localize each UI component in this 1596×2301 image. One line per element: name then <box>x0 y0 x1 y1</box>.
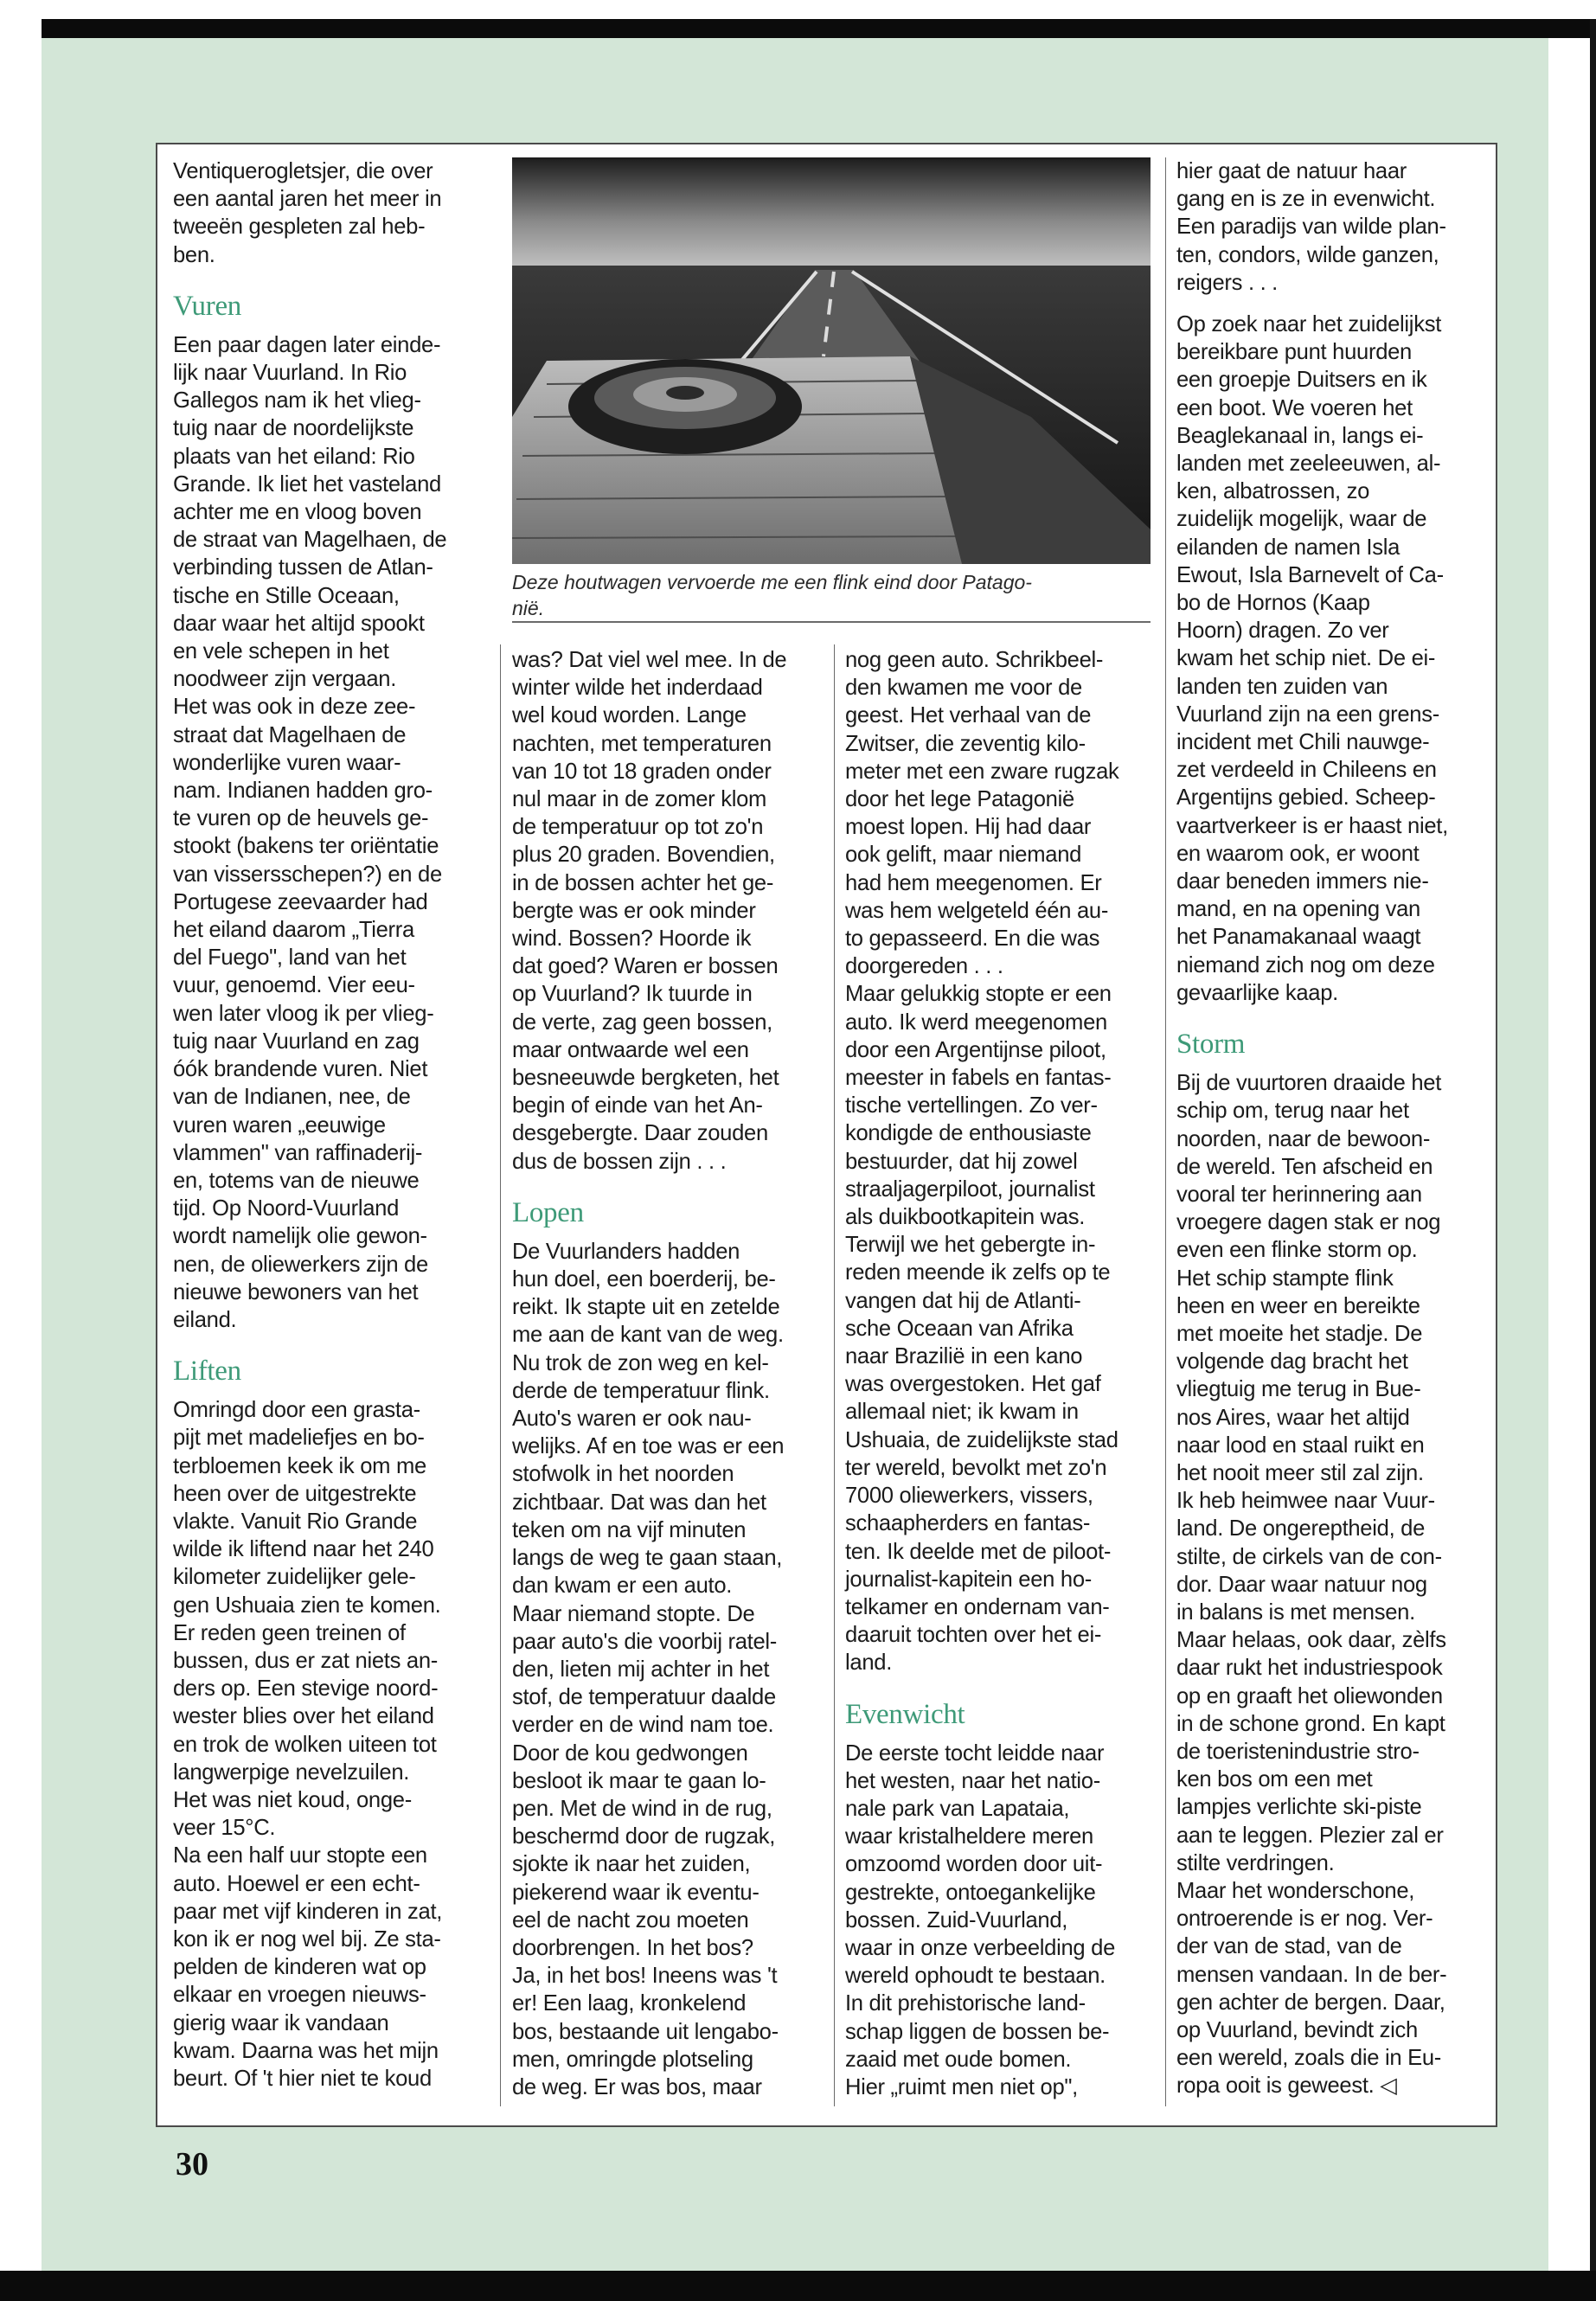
text-line: der van de stad, van de <box>1176 1934 1402 1959</box>
text-line: derde de temperatuur flink. <box>512 1378 770 1403</box>
text-line: schaapherders en fantas- <box>845 1511 1091 1536</box>
text-line: op Vuurland? Ik tuurde in <box>512 982 753 1007</box>
text-line: Omringd door een grasta- <box>173 1398 420 1423</box>
text-line: verbinding tussen de Atlan- <box>173 555 433 580</box>
text-line: ken bos om een met <box>1176 1767 1373 1792</box>
text-line: Op zoek naar het zuidelijkst <box>1176 312 1441 337</box>
text-line: maar ontwaarde wel een <box>512 1037 749 1062</box>
text-line: het nooit meer stil zal zijn. <box>1176 1460 1424 1485</box>
text-line: nië. <box>512 597 545 619</box>
text-line: Maar helaas, ook daar, zèlfs <box>1176 1628 1446 1653</box>
text-line: waar in onze verbeelding de <box>845 1935 1116 1960</box>
text-line: 7000 oliewerkers, vissers, <box>845 1484 1093 1509</box>
text-line: elkaar en vroegen nieuws- <box>173 1983 426 2008</box>
text-line: vuren waren „eeuwige <box>173 1112 386 1138</box>
text-line: eiland. <box>173 1307 237 1332</box>
text-line: gang en is ze in evenwicht. <box>1176 187 1436 212</box>
text-line: Beaglekanaal in, langs ei- <box>1176 423 1424 448</box>
text-line: nam. Indianen hadden gro- <box>173 779 433 804</box>
text-line: wonderlijke vuren waar- <box>173 750 401 775</box>
text-line: land. De ongereptheid, de <box>1176 1516 1426 1541</box>
column-1-intro <box>173 157 488 269</box>
text-line: eel de nacht zou moeten <box>512 1907 749 1932</box>
text-line: doorbrengen. In het bos? <box>512 1935 753 1960</box>
photo-sky <box>512 157 1151 274</box>
text-line: ders op. Een stevige noord- <box>173 1676 439 1702</box>
text-line: vroegere dagen stak er nog <box>1176 1210 1441 1235</box>
text-line: me aan de kant van de weg. <box>512 1323 784 1348</box>
text-line: Gallegos nam ik het vlieg- <box>173 388 421 413</box>
text-line: lijk naar Vuurland. In Rio <box>173 361 407 386</box>
text-line: nos Aires, waar het altijd <box>1176 1405 1410 1430</box>
text-line: tuig naar de noordelijkste <box>173 416 414 441</box>
text-line: was overgestoken. Het gaf <box>845 1372 1101 1397</box>
text-line: bestuurder, dat hij zowel <box>845 1149 1078 1174</box>
text-line: teken om na vijf minuten <box>512 1517 747 1542</box>
text-line: nen, de oliewerkers zijn de <box>173 1252 428 1277</box>
text-line: hun doel, een boerderij, be- <box>512 1267 776 1292</box>
text-line: in de bossen achter het ge- <box>512 870 774 895</box>
text-line: terbloemen keek ik om me <box>173 1453 426 1478</box>
text-line: hier gaat de natuur haar <box>1176 159 1407 183</box>
text-line: bussen, dus er zat niets an- <box>173 1648 439 1673</box>
text-line: Grande. Ik liet het vasteland <box>173 471 441 497</box>
bottom-scan-border <box>0 2271 1596 2301</box>
text-line: Terwijl we het gebergte in- <box>845 1233 1096 1258</box>
right-scan-border <box>1590 19 1596 2271</box>
text-line: Een paar dagen later einde- <box>173 332 441 357</box>
text-line: tische vertellingen. Zo ver- <box>845 1093 1098 1118</box>
text-line: ken, albatrossen, zo <box>1176 479 1370 504</box>
text-line: Zwitser, die zeventig kilo- <box>845 731 1086 756</box>
text-line: tijd. Op Noord-Vuurland <box>173 1196 400 1221</box>
text-line: in de schone grond. En kapt <box>1176 1711 1445 1736</box>
text-line: vangen dat hij de Atlanti- <box>845 1288 1081 1313</box>
text-line: had hem meegenomen. Er <box>845 870 1102 895</box>
text-line: nachten, met temperaturen <box>512 731 772 756</box>
text-line: men, omringde plotseling <box>512 2047 753 2072</box>
text-line: wester blies over het eiland <box>173 1704 434 1729</box>
text-line: Ik heb heimwee naar Vuur- <box>1176 1489 1435 1514</box>
text-line: sche Oceaan van Afrika <box>845 1316 1074 1341</box>
text-line: De eerste tocht leidde naar <box>845 1740 1105 1766</box>
text-line: journalist-kapitein een ho- <box>845 1567 1092 1592</box>
text-line: dor. Daar waar natuur nog <box>1176 1572 1427 1597</box>
text-line: begin of einde van het An- <box>512 1093 763 1118</box>
text-line: allemaal niet; ik kwam in <box>845 1400 1079 1425</box>
text-line: kondigde de enthousiaste <box>845 1121 1092 1146</box>
text-line: In dit prehistorische land- <box>845 1991 1086 2016</box>
column-4-intro <box>1176 157 1491 297</box>
text-line: niemand zich nog om deze <box>1176 952 1435 977</box>
text-line: met moeite het stadje. De <box>1176 1321 1423 1346</box>
text-line: op en graaft het oliewonden <box>1176 1683 1443 1708</box>
liften-text <box>173 1396 488 2093</box>
text-line: wereld ophoudt te bestaan. <box>845 1964 1106 1989</box>
text-line: besloot ik maar te gaan lo- <box>512 1768 766 1793</box>
text-line: bossen. Zuid-Vuurland, <box>845 1907 1068 1932</box>
column-rule-1 <box>500 644 501 2106</box>
text-line: beurt. Of 't hier niet te koud <box>173 2067 432 2091</box>
text-line: de verte, zag geen bossen, <box>512 1009 772 1035</box>
text-line: land. <box>845 1650 892 1676</box>
heading-lopen: Lopen <box>512 1196 584 1228</box>
text-line: veer 15°C. <box>173 1816 276 1841</box>
column-1 <box>173 157 488 2093</box>
text-line: to gepasseerd. En die was <box>845 926 1100 952</box>
text-line: Hier „ruimt men niet op", <box>845 2074 1078 2099</box>
text-line: verder en de wind nam toe. <box>512 1713 774 1738</box>
text-line: naar lood en staal ruikt en <box>1176 1433 1425 1458</box>
text-line: straaljagerpiloot, journalist <box>845 1176 1095 1202</box>
text-line: en vele schepen in het <box>173 639 389 664</box>
text-line: Argentijns gebied. Scheep- <box>1176 785 1436 811</box>
text-line: te vuren op de heuvels ge- <box>173 806 429 831</box>
text-line: op Vuurland, bevindt zich <box>1176 2018 1418 2042</box>
text-line: het Panamakanaal waagt <box>1176 925 1421 950</box>
text-line: wel koud worden. Lange <box>512 703 747 728</box>
text-line: auto. Hoewel er een echt- <box>173 1871 420 1896</box>
text-line: zichtbaar. Dat was dan het <box>512 1490 766 1515</box>
text-line: auto. Ik werd meegenomen <box>845 1009 1107 1035</box>
text-line: volgende dag bracht het <box>1176 1349 1408 1375</box>
text-line: óók brandende vuren. Niet <box>173 1057 428 1082</box>
text-line: moest lopen. Hij had daar <box>845 815 1092 840</box>
text-line: dus de bossen zijn . . . <box>512 1149 727 1174</box>
text-line: Nu trok de zon weg en kel- <box>512 1350 769 1375</box>
text-line: heen over de uitgestrekte <box>173 1481 417 1506</box>
text-line: Ja, in het bos! Ineens was 't <box>512 1964 778 1989</box>
text-line: achter me en vloog boven <box>173 500 422 525</box>
text-line: dat goed? Waren er bossen <box>512 954 779 979</box>
text-line: de wereld. Ten afscheid en <box>1176 1154 1433 1179</box>
text-line: Na een half uur stopte een <box>173 1843 427 1868</box>
text-line: wind. Bossen? Hoorde ik <box>512 926 752 952</box>
text-line: welijks. Af en toe was er een <box>512 1434 785 1459</box>
text-line: straat dat Magelhaen de <box>173 722 407 747</box>
text-line: van vissersschepen?) en de <box>173 862 442 887</box>
text-line: gierig waar ik vandaan <box>173 2010 389 2035</box>
text-line: nieuwe bewoners van het <box>173 1279 419 1304</box>
heading-storm: Storm <box>1176 1029 1246 1061</box>
text-line: Ewout, Isla Barnevelt of Ca- <box>1176 562 1444 587</box>
text-line: een boot. We voeren het <box>1176 395 1413 420</box>
text-line: aan te leggen. Plezier zal er <box>1176 1823 1444 1848</box>
text-line: Deze houtwagen vervoerde me een flink eind door Patago- <box>512 571 1032 593</box>
text-line: nog geen auto. Schrikbeel- <box>845 648 1104 672</box>
text-line: desgebergte. Daar zouden <box>512 1121 768 1146</box>
text-line: tweeën gespleten zal heb- <box>173 215 426 240</box>
text-line: besneeuwde bergketen, het <box>512 1066 779 1091</box>
text-line: sjokte ik naar het zuiden, <box>512 1852 751 1877</box>
text-line: reikt. Ik stapte uit en zetelde <box>512 1295 780 1320</box>
text-line: en trok de wolken uiteen tot <box>173 1732 437 1757</box>
text-line: bos, bestaande uit lengabo- <box>512 2019 779 2044</box>
text-line: mensen vandaan. In de ber- <box>1176 1962 1447 1987</box>
text-line: langwerpige nevelzuilen. <box>173 1759 410 1785</box>
text-line: waar kristalheldere meren <box>845 1824 1093 1849</box>
column-4 <box>1176 157 1491 2100</box>
text-line: daar waar het altijd spookt <box>173 611 425 636</box>
text-line: De Vuurlanders hadden <box>512 1239 740 1264</box>
text-line: wordt namelijk olie gewon- <box>173 1224 427 1249</box>
column-3-intro <box>845 646 1160 1677</box>
text-line: nale park van Lapataia, <box>845 1796 1070 1821</box>
column-4-paragraph-2 <box>1176 311 1491 1007</box>
top-scan-border <box>42 19 1596 38</box>
text-line: reden meende ik zelfs op te <box>845 1260 1111 1285</box>
text-line: paar met vijf kinderen in zat, <box>173 1899 443 1924</box>
text-line: geest. Het verhaal van de <box>845 703 1092 728</box>
text-line: vuur, genoemd. Vier eeu- <box>173 973 415 998</box>
text-line: de toeristenindustrie stro- <box>1176 1739 1420 1764</box>
page-number: 30 <box>176 2146 208 2182</box>
text-line: del Fuego", land van het <box>173 945 407 971</box>
text-line: den, lieten mij achter in het <box>512 1657 770 1682</box>
text-line: ten. Ik deelde met de piloot- <box>845 1539 1112 1564</box>
text-line: Auto's waren er ook nau- <box>512 1407 752 1432</box>
text-line: zet verdeeld in Chileens en <box>1176 758 1437 783</box>
text-line: stilte verdringen. <box>1176 1850 1335 1875</box>
text-line: vlakte. Vanuit Rio Grande <box>173 1509 418 1534</box>
text-line: landen ten zuiden van <box>1176 674 1388 699</box>
text-line: omzoomd worden door uit- <box>845 1852 1103 1877</box>
text-line: Bij de vuurtoren draaide het <box>1176 1071 1442 1096</box>
text-line: in balans is met mensen. <box>1176 1599 1415 1625</box>
text-line: piekerend waar ik eventu- <box>512 1880 760 1905</box>
text-line: de weg. Er was bos, maar <box>512 2074 762 2099</box>
text-line: pijt met madeliefjes en bo- <box>173 1426 425 1451</box>
text-line: noodweer zijn vergaan. <box>173 667 397 692</box>
text-line: door het lege Patagonië <box>845 787 1074 812</box>
text-line: daaruit tochten over het ei- <box>845 1623 1102 1648</box>
evenwicht-text <box>845 1740 1160 2102</box>
text-line: een aantal jaren het meer in <box>173 187 442 212</box>
text-line: als duikbootkapitein was. <box>845 1205 1086 1230</box>
heading-evenwicht: Evenwicht <box>845 1698 965 1730</box>
text-line: zuidelijk mogelijk, waar de <box>1176 507 1427 532</box>
text-line: Maar gelukkig stopte er een <box>845 982 1112 1007</box>
text-line: ontroerende is er nog. Ver- <box>1176 1907 1433 1932</box>
text-line: er! Een laag, kronkelend <box>512 1991 747 2016</box>
text-line: ten, condors, wilde ganzen, <box>1176 242 1439 267</box>
text-line: reigers . . . <box>1176 270 1278 295</box>
text-line: een wereld, zoals die in Eu- <box>1176 2046 1442 2071</box>
text-line: mand, en na opening van <box>1176 897 1420 922</box>
photo-caption <box>512 569 1152 621</box>
text-line: vooral ter herinnering aan <box>1176 1182 1422 1207</box>
text-line: kwam het schip niet. De ei- <box>1176 646 1436 671</box>
text-line: lampjes verlichte ski-piste <box>1176 1795 1422 1820</box>
text-line: schap liggen de bossen be- <box>845 2019 1110 2044</box>
text-line: beschermd door de rugzak, <box>512 1824 776 1849</box>
text-line: bo de Hornos (Kaap <box>1176 591 1370 616</box>
text-line: Het was niet koud, onge- <box>173 1787 412 1812</box>
text-line: dan kwam er een auto. <box>512 1574 733 1599</box>
text-line: was? Dat viel wel mee. In de <box>512 648 787 672</box>
text-line: telkamer en ondernam van- <box>845 1594 1110 1619</box>
text-line: gen achter de bergen. Daar, <box>1176 1990 1445 2015</box>
text-line: heen en weer en bereikte <box>1176 1293 1420 1318</box>
text-line: gevaarlijke kaap. <box>1176 980 1338 1005</box>
text-line: het westen, naar het natio- <box>845 1768 1100 1793</box>
text-line: schip om, terug naar het <box>1176 1099 1409 1124</box>
text-line: een groepje Duitsers en ik <box>1176 368 1427 393</box>
text-line: Het schip stampte flink <box>1176 1266 1394 1291</box>
text-line: den kwamen me voor de <box>845 676 1082 701</box>
text-line: het eiland daarom „Tierra <box>173 918 414 943</box>
text-line: paar auto's die voorbij ratel- <box>512 1629 778 1654</box>
text-line: stookt (bakens ter oriëntatie <box>173 834 439 859</box>
text-line: vaartverkeer is er haast niet, <box>1176 813 1448 838</box>
text-line: de straat van Magelhaen, de <box>173 528 447 553</box>
text-line: ropa ooit is geweest. ◁ <box>1176 2073 1397 2099</box>
text-line: tuig naar Vuurland en zag <box>173 1029 420 1054</box>
text-line: Een paradijs van wilde plan- <box>1176 215 1446 240</box>
text-line: gestrekte, ontoegankelijke <box>845 1880 1096 1905</box>
text-line: van de Indianen, nee, de <box>173 1085 411 1110</box>
vuren-text <box>173 331 488 1334</box>
text-line: kilometer zuidelijker gele- <box>173 1565 416 1590</box>
text-line: van 10 tot 18 graden onder <box>512 759 772 784</box>
text-line: zaaid met oude bomen. <box>845 2047 1072 2072</box>
text-line: even een flinke storm op. <box>1176 1238 1418 1263</box>
text-line: meester in fabels en fantas- <box>845 1066 1112 1091</box>
text-line: stof, de temperatuur daalde <box>512 1685 776 1710</box>
column-2-intro <box>512 646 827 1176</box>
text-line: naar Brazilië in een kano <box>845 1344 1083 1369</box>
lopen-text <box>512 1238 827 2101</box>
text-line: bereikbare punt huurden <box>1176 340 1412 365</box>
text-line: Portugese zeevaarder had <box>173 889 428 914</box>
text-line: plaats van het eiland: Rio <box>173 444 415 469</box>
text-line: door een Argentijnse piloot, <box>845 1037 1106 1062</box>
column-3 <box>845 646 1160 2101</box>
text-line: Ushuaia, de zuidelijkste stad <box>845 1427 1118 1452</box>
text-line: bergte was er ook minder <box>512 898 756 923</box>
caption-rule <box>512 621 1151 623</box>
text-line: kwam. Daarna was het mijn <box>173 2038 439 2063</box>
text-line: plus 20 graden. Bovendien, <box>512 843 775 868</box>
text-line: incident met Chili nauwge- <box>1176 730 1430 755</box>
text-line: daar beneden immers nie- <box>1176 869 1429 894</box>
text-line: de temperatuur op tot zo'n <box>512 815 764 840</box>
text-line: Maar het wonderschone, <box>1176 1878 1415 1903</box>
text-line: Vuurland zijn na een grens- <box>1176 702 1439 727</box>
text-line: en, totems van de nieuwe <box>173 1168 420 1193</box>
text-line: was hem welgeteld één au- <box>845 898 1109 923</box>
text-line: Maar niemand stopte. De <box>512 1601 755 1626</box>
text-line: en waarom ook, er woont <box>1176 841 1420 866</box>
text-line: stilte, de cirkels van de con- <box>1176 1544 1442 1569</box>
text-line: vlammen" van raffinaderij- <box>173 1140 423 1165</box>
text-line: doorgereden . . . <box>845 954 1003 979</box>
road-photo <box>512 157 1151 564</box>
text-line: ben. <box>173 242 215 267</box>
text-line: Er reden geen treinen of <box>173 1620 406 1645</box>
text-line: daar rukt het industriespook <box>1176 1656 1443 1681</box>
text-line: meter met een zware rugzak <box>845 759 1119 784</box>
text-line: vliegtuig me terug in Bue- <box>1176 1377 1421 1402</box>
text-line: kon ik er nog wel bij. Ze sta- <box>173 1926 441 1952</box>
text-line: ook gelift, maar niemand <box>845 843 1082 868</box>
heading-vuren: Vuren <box>173 290 241 322</box>
storm-text <box>1176 1069 1491 2100</box>
heading-liften: Liften <box>173 1356 241 1388</box>
text-line: wen later vloog ik per vlieg- <box>173 1001 434 1026</box>
column-rule-3 <box>1165 157 1166 2106</box>
text-line: Hoorn) dragen. Zo ver <box>1176 619 1389 644</box>
text-line: Het was ook in deze zee- <box>173 695 416 720</box>
text-line: pen. Met de wind in de rug, <box>512 1796 772 1821</box>
text-line: pelden de kinderen wat op <box>173 1955 426 1980</box>
text-line: gen Ushuaia zien te komen. <box>173 1593 441 1618</box>
column-2 <box>512 646 827 2101</box>
text-line: tische en Stille Oceaan, <box>173 583 400 608</box>
text-line: ter wereld, bevolkt met zo'n <box>845 1455 1107 1480</box>
text-line: nul maar in de zomer klom <box>512 787 767 812</box>
text-line: noorden, naar de bewoon- <box>1176 1126 1431 1151</box>
text-line: landen met zeeleeuwen, al- <box>1176 452 1441 477</box>
text-line: Ventiquerogletsjer, die over <box>173 159 433 183</box>
column-rule-2 <box>834 644 835 2106</box>
text-line: wilde ik liftend naar het 240 <box>173 1537 434 1562</box>
text-line: eilanden de namen Isla <box>1176 535 1401 560</box>
text-line: winter wilde het inderdaad <box>512 676 763 701</box>
text-line: stofwolk in het noorden <box>512 1462 734 1487</box>
text-line: Door de kou gedwongen <box>512 1740 748 1766</box>
text-line: langs de weg te gaan staan, <box>512 1546 783 1571</box>
